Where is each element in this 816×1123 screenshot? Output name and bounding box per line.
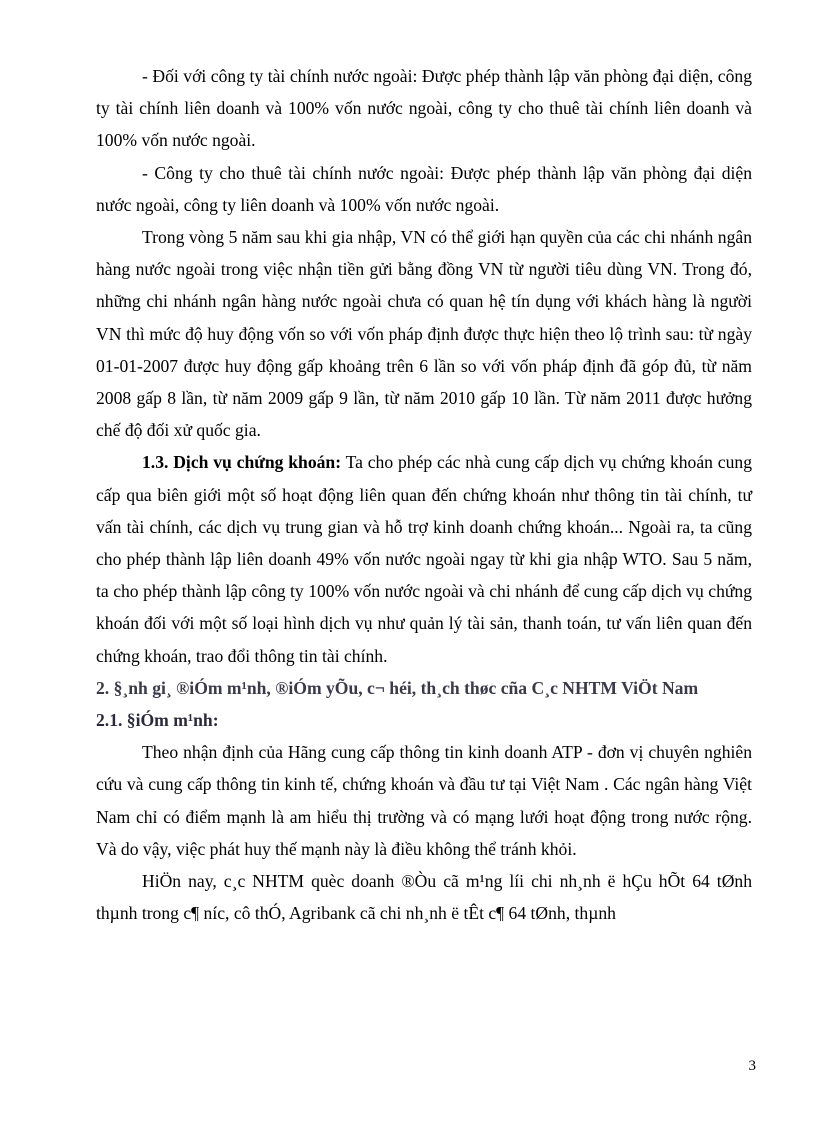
section-1-3-title: 1.3. Dịch vụ chứng khoán: — [142, 452, 342, 473]
paragraph-branch-network: HiÖn nay, c¸c NHTM quèc doanh ®Òu cã m¹ng líi chi nh¸nh ë hÇu hÕt 64 tØnh thµnh trong c¶ níc, cô thÓ, Agribank cã chi nh¸nh ë tÊt c¶ 64 tØnh, thµnh — [96, 871, 752, 924]
section-1-3-body: Ta cho phép các nhà cung cấp dịch vụ chứng khoán cung cấp qua biên giới một số hoạt động liên quan đến chứng khoán như thông tin tài chính, tư vấn tài chính, các dịch vụ trung gian và hỗ trợ kinh doanh chứng khoán... Ngoài ra, ta cũng cho phép thành lập liên doanh 49% vốn nước ngoài ngay từ khi gia nhập WTO. Sau 5 năm, ta cho phép thành lập công ty 100% vốn nước ngoài và chi nhánh để cung cấp dịch vụ chứng khoán đối với một số loại hình dịch vụ như quản lý tài sản, thanh toán, tư vấn liên quan đến chứng khoán, trao đổi thông tin tài chính. — [96, 452, 752, 666]
paragraph-securities-services — [96, 446, 752, 671]
section-2-heading: 2. §¸nh gi¸ ®iÓm m¹nh, ®iÓm yÕu, c¬ héi, th¸ch thøc cña C¸c NHTM ViÖt Nam — [96, 677, 699, 698]
page-number: 3 — [748, 1058, 756, 1074]
paragraph-deposit-limits: Trong vòng 5 năm sau khi gia nhập, VN có thể giới hạn quyền của các chi nhánh ngân hàng nước ngoài trong việc nhận tiền gửi bằng đồng VN từ người tiêu dùng VN. Trong đó, những chi nhánh ngân hàng nước ngoài chưa có quan hệ tín dụng với khách hàng là người VN thì mức độ huy động vốn so với vốn pháp định được thực hiện theo lộ trình sau: từ ngày 01-01-2007 được huy động gấp khoảng trên 6 lần so với vốn pháp định đã góp đủ, từ năm 2008 gấp 8 lần, từ năm 2009 gấp 9 lần, từ năm 2010 gấp 10 lần. Từ năm 2011 được hưởng chế độ đối xử quốc gia. — [96, 227, 752, 441]
paragraph-foreign-leasing-company: - Công ty cho thuê tài chính nước ngoài: Được phép thành lập văn phòng đại diện nước ngoài, công ty liên doanh và 100% vốn nước ngoài. — [96, 162, 752, 215]
paragraph-strengths: Theo nhận định của Hãng cung cấp thông tin kinh doanh ATP - đơn vị chuyên nghiên cứu và cung cấp thông tin kinh tế, chứng khoán và đầu tư tại Việt Nam . Các ngân hàng Việt Nam chỉ có điểm mạnh là am hiểu thị trường và có mạng lưới hoạt động trong nước rộng. Và do vậy, việc phát huy thế mạnh này là điều không thể tránh khỏi. — [96, 742, 752, 859]
paragraph-foreign-finance-company: - Đối với công ty tài chính nước ngoài: Được phép thành lập văn phòng đại diện, công ty tài chính liên doanh và 100% vốn nước ngoài, công ty cho thuê tài chính liên doanh và 100% vốn nước ngoài. — [96, 66, 752, 151]
document-page — [96, 60, 752, 929]
section-2-1-heading: 2.1. §iÓm m¹nh: — [96, 710, 219, 731]
